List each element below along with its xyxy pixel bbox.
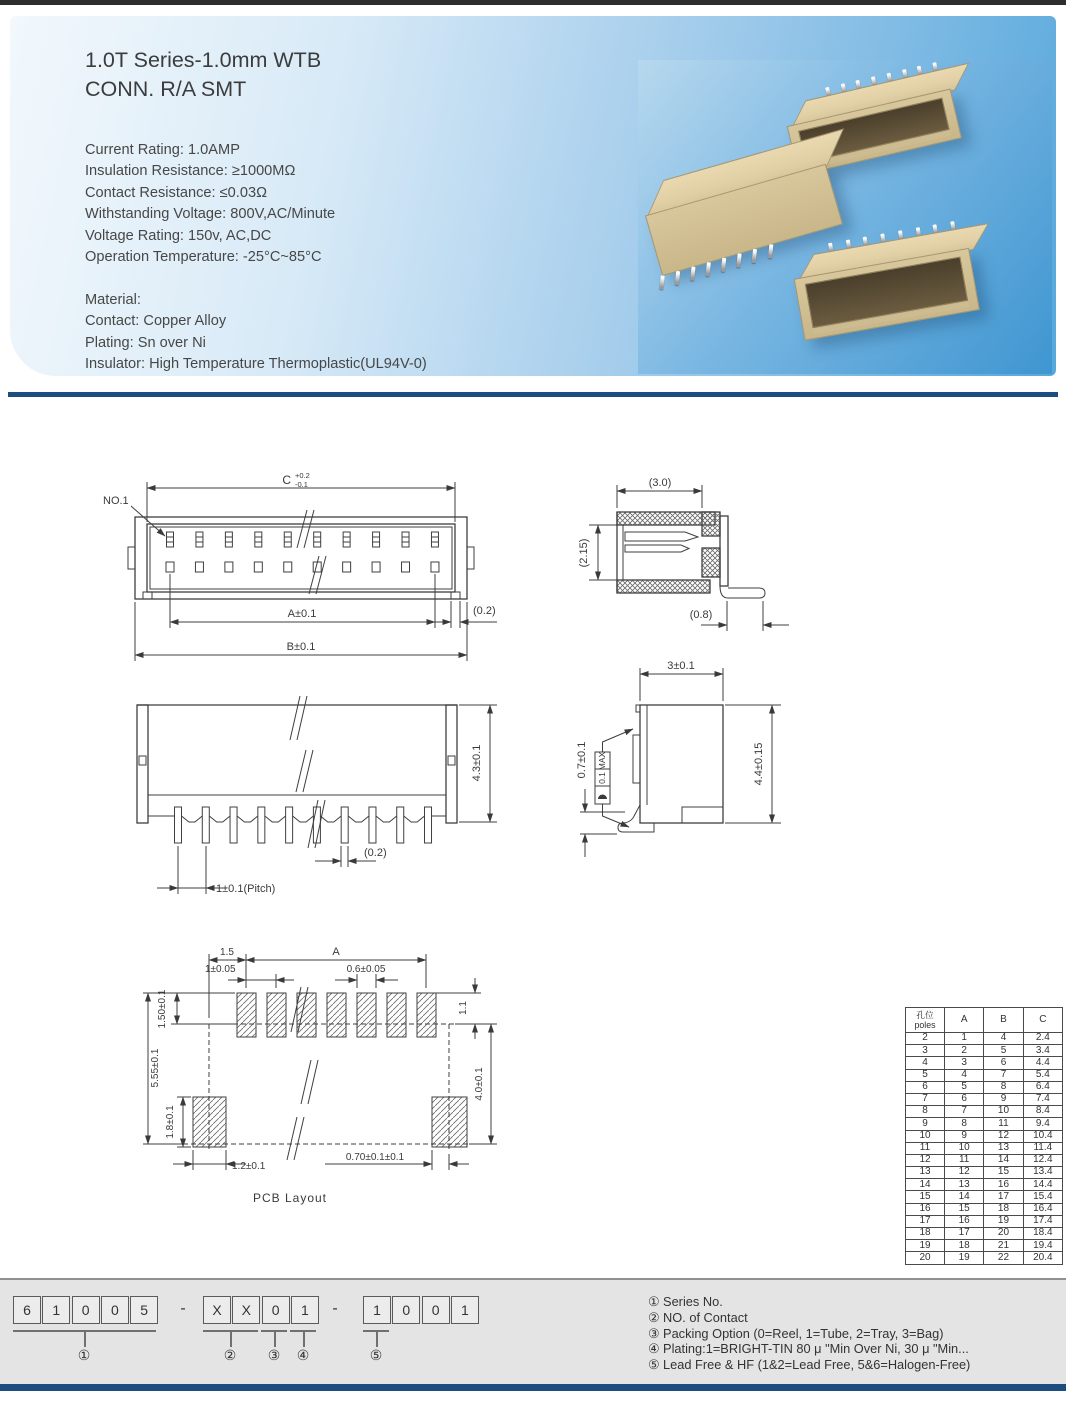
table-row: 16 15 18 16.4 xyxy=(906,1203,1063,1215)
col-header-c: C xyxy=(1023,1008,1062,1033)
product-photo xyxy=(638,60,1052,374)
table-row: 19 18 21 19.4 xyxy=(906,1240,1063,1252)
dim-label: 4.4±0.15 xyxy=(753,742,765,786)
code-box: 0 xyxy=(101,1296,129,1324)
page-top-strip xyxy=(0,0,1066,5)
top-view-drawing xyxy=(95,452,540,667)
code-box: X xyxy=(232,1296,260,1324)
order-note-line: ⑤ Lead Free & HF (1&2=Lead Free, 5&6=Halogen-Free) xyxy=(648,1357,971,1373)
order-code xyxy=(0,1280,640,1386)
marker-leader xyxy=(84,1332,86,1347)
material-line: Insulator: High Temperature Thermoplastic(UL94V-0) xyxy=(85,356,427,373)
flatness-symbol-icon xyxy=(598,795,607,800)
pcb-layout-drawing xyxy=(135,932,515,1217)
dim-label: 1.5 xyxy=(220,947,234,958)
table-row: 10 9 12 10.4 xyxy=(906,1130,1063,1142)
front-view-drawing xyxy=(128,688,523,903)
page-bottom-rule xyxy=(0,1384,1066,1391)
pin-row xyxy=(148,807,446,843)
contact-row-top xyxy=(167,532,439,547)
material-line: Contact: Copper Alloy xyxy=(85,313,227,330)
code-box: 0 xyxy=(422,1296,450,1324)
connector-image xyxy=(790,227,980,341)
dim-label: 0.70±0.1±0.1 xyxy=(345,1152,405,1163)
flatness-max-label: MAX xyxy=(597,751,607,771)
marker-leader xyxy=(230,1332,232,1347)
dim-label: +0.2 xyxy=(295,471,310,480)
order-note-line: ② NO. of Contact xyxy=(648,1309,748,1325)
table-row: 13 12 15 13.4 xyxy=(906,1167,1063,1179)
code-separator: - xyxy=(180,1300,186,1317)
dim-label: 1.50±0.1 xyxy=(157,989,168,1029)
dim-label: 5.55±0.1 xyxy=(150,1048,161,1088)
code-marker: ③ xyxy=(267,1347,281,1363)
order-note-line: ① Series No. xyxy=(648,1294,723,1309)
marker-leader xyxy=(274,1332,276,1347)
dim-label: 1±0.1(Pitch) xyxy=(216,883,276,895)
spec-line: Withstanding Voltage: 800V,AC/Minute xyxy=(85,206,336,223)
col-header-b: B xyxy=(984,1008,1023,1033)
code-marker: ⑤ xyxy=(369,1347,383,1363)
table-row: 6 5 8 6.4 xyxy=(906,1081,1063,1093)
spec-line: Operation Temperature: -25°C~85°C xyxy=(85,249,322,266)
table-row: 9 8 11 9.4 xyxy=(906,1118,1063,1130)
dim-label: 1±0.05 xyxy=(205,964,236,975)
code-box: 1 xyxy=(291,1296,319,1324)
code-marker: ① xyxy=(77,1347,91,1363)
flatness-value-label: 0.1 xyxy=(597,772,607,784)
table-row: 17 16 19 17.4 xyxy=(906,1215,1063,1227)
col-header-poles: 孔位 poles xyxy=(906,1008,945,1033)
code-marker: ② xyxy=(223,1347,237,1363)
spec-line: Current Rating: 1.0AMP xyxy=(85,142,240,158)
section-divider-rule xyxy=(8,392,1058,397)
code-box: 6 xyxy=(13,1296,41,1324)
spec-line: Insulation Resistance: ≥1000MΩ xyxy=(85,163,296,180)
table-row: 4 3 6 4.4 xyxy=(906,1057,1063,1069)
dim-label: 3±0.1 xyxy=(667,660,695,672)
material-line: Plating: Sn over Ni xyxy=(85,334,206,351)
code-box: 0 xyxy=(72,1296,100,1324)
dim-label: 1.8±0.1 xyxy=(165,1105,176,1139)
poles-table xyxy=(905,1007,1063,1265)
code-box: 5 xyxy=(130,1296,158,1324)
ordering-panel xyxy=(0,1278,1066,1386)
solder-pads xyxy=(193,993,467,1147)
pcb-layout-caption: PCB Layout xyxy=(252,1191,328,1205)
dim-label: -0.1 xyxy=(295,480,308,489)
order-notes xyxy=(648,1294,970,1373)
pin1-label: NO.1 xyxy=(103,495,129,507)
dim-label: 0.7±0.1 xyxy=(576,741,588,779)
material-line: Material: xyxy=(85,292,141,308)
code-box: 0 xyxy=(262,1296,290,1324)
table-row: 18 17 20 18.4 xyxy=(906,1228,1063,1240)
dim-label: A xyxy=(332,946,340,958)
marker-leader xyxy=(303,1332,305,1347)
dim-label: (0.2) xyxy=(473,605,496,617)
dim-label: 4.0±0.1 xyxy=(474,1067,485,1101)
col-header-a: A xyxy=(945,1008,984,1033)
code-box: 1 xyxy=(451,1296,479,1324)
spec-line: Voltage Rating: 150v, AC,DC xyxy=(85,227,272,244)
table-row: 7 6 9 7.4 xyxy=(906,1093,1063,1105)
dim-label: (0.8) xyxy=(689,609,713,621)
spec-list xyxy=(85,140,335,268)
dim-label: (3.0) xyxy=(648,477,672,489)
table-row: 3 2 5 3.4 xyxy=(906,1045,1063,1057)
table-row: 11 10 13 11.4 xyxy=(906,1142,1063,1154)
table-row: 8 7 10 8.4 xyxy=(906,1106,1063,1118)
table-row: 20 19 22 20.4 xyxy=(906,1252,1063,1264)
dim-label: (0.2) xyxy=(364,847,387,859)
page-title xyxy=(85,46,321,104)
material-list xyxy=(85,290,427,376)
section-view-drawing xyxy=(575,468,820,658)
table-row: 2 1 4 2.4 xyxy=(906,1033,1063,1045)
marker-leader xyxy=(376,1332,378,1347)
contact-row-bottom xyxy=(166,562,439,572)
code-box: 1 xyxy=(363,1296,391,1324)
table-row: 12 11 14 12.4 xyxy=(906,1154,1063,1166)
code-marker: ④ xyxy=(296,1347,310,1363)
code-box: 1 xyxy=(42,1296,70,1324)
dim-label: B±0.1 xyxy=(286,641,316,653)
code-box: X xyxy=(203,1296,231,1324)
table-row: 15 14 17 15.4 xyxy=(906,1191,1063,1203)
dim-label: (2.15) xyxy=(578,538,590,568)
order-note-line: ④ Plating:1=BRIGHT-TIN 80 μ "Min Over Ni, 30 μ "Min... xyxy=(648,1341,969,1357)
order-note-line: ③ Packing Option (0=Reel, 1=Tube, 2=Tray, 3=Bag) xyxy=(648,1325,944,1341)
spec-line: Contact Resistance: ≤0.03Ω xyxy=(85,184,267,201)
title-line-2: CONN. R/A SMT xyxy=(85,77,247,101)
dim-label: 4.3±0.1 xyxy=(471,744,483,782)
table-row: 14 13 16 14.4 xyxy=(906,1179,1063,1191)
side-view-drawing xyxy=(575,655,815,880)
dim-label: 1.2±0.1 xyxy=(232,1161,266,1172)
dim-label: 0.6±0.05 xyxy=(346,964,386,975)
code-separator: - xyxy=(332,1300,338,1317)
code-box: 0 xyxy=(392,1296,420,1324)
dim-label: C xyxy=(282,473,291,487)
dim-label: 1.1 xyxy=(458,1001,469,1015)
poles-table-body xyxy=(906,1033,1063,1265)
dim-label: A±0.1 xyxy=(287,608,317,620)
table-row: 5 4 7 5.4 xyxy=(906,1069,1063,1081)
title-line-1: 1.0T Series-1.0mm WTB xyxy=(85,48,322,72)
